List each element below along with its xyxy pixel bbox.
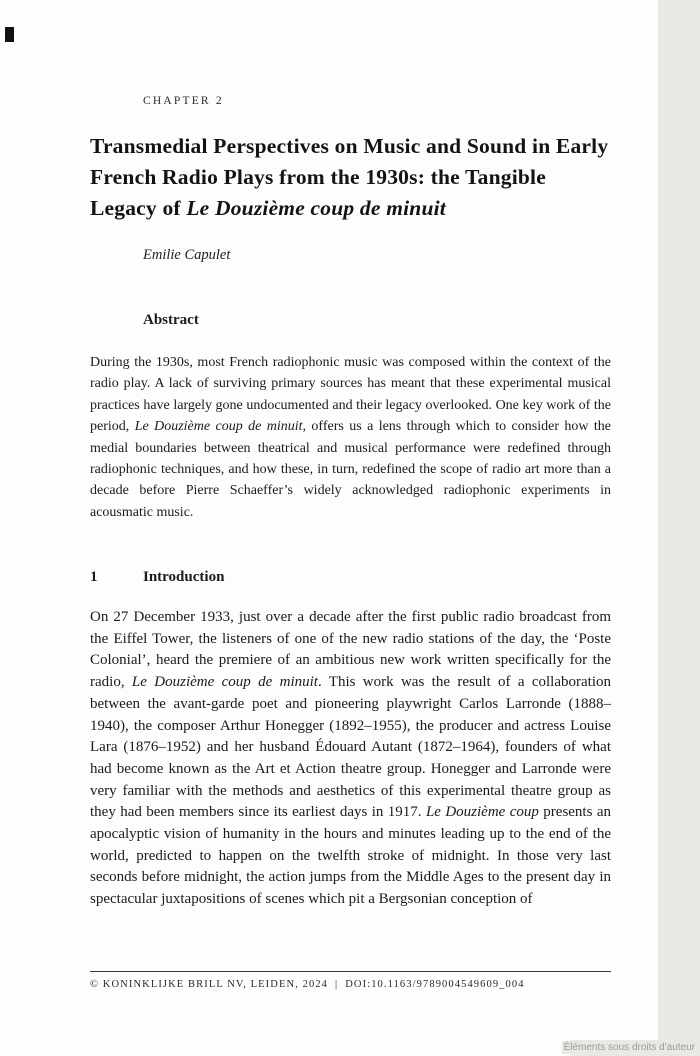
chapter-title <box>90 131 611 224</box>
footer-imprint <box>90 979 611 990</box>
body-paragraph <box>90 607 611 911</box>
copyright-watermark: Éléments sous droits d'auteur <box>563 1042 695 1053</box>
footer-doi: DOI:10.1163/9789004549609_004 <box>345 979 525 990</box>
text-run: presents an apocalyptic vision of humanity in the hours and minutes leading up to the end of the world, predicted to happen on the twelfth stroke of midnight. In those very last seconds before midnight, the action jumps from the Middle Ages to the present day in spectacular juxtapositions of scenes which pit a Bergsonian conception of <box>90 804 611 908</box>
italic-text-run: Le Douzième coup de minuit <box>134 419 303 435</box>
section-number: 1 <box>90 569 98 585</box>
author-name: Emilie Capulet <box>143 247 231 263</box>
footer-copyright: © KONINKLIJKE BRILL NV, LEIDEN, 2024 <box>90 979 329 990</box>
text-run: During the 1930s, most French radiophonic music was composed within the context of the radio play. A lack of surviving primary sources has meant that these experimental musical practices have largely gone undocumented and their legacy overlooked. One key work of the period, <box>90 355 611 435</box>
scan-artifact-mark <box>5 27 14 42</box>
text-run: On 27 December 1933, just over a decade after the first public radio broadcast from the Eiffel Tower, the listeners of one of the new radio stations of the day, the ‘Poste Colonial’, heard the premiere of an ambitious new work written specifically for the radio, <box>90 609 611 691</box>
italic-text-run: Le Douzième coup <box>425 804 539 821</box>
footer-separator: | <box>335 979 339 990</box>
text-run: . This work was the result of a collaboration between the avant-garde poet and pioneering playwright Carlos Larronde (1888–1940), the composer Arthur Honegger (1892–1955), the producer and actress Louise Lara (1876–1952) and her husband Édouard Autant (1872–1964), founders of what had become known as the Art et Action theatre group. Honegger and Larronde were very familiar with the methods and aesthetics of this experimental theatre group as they had been members since its earliest days in 1917. <box>90 674 611 821</box>
page-edge-strip <box>658 0 700 1056</box>
text-run: , offers us a lens through which to consider how the medial boundaries between theatrical and musical performance were redefined through radiophonic techniques, and how these, in turn, redefined the scope of radio art more than a decade before Pierre Schaeffer’s widely acknowledged radiophonic experiments in acousmatic music. <box>90 419 612 520</box>
footer-rule <box>90 971 611 972</box>
section-heading <box>90 569 611 586</box>
italic-text-run: Le Douzième coup de minuit <box>131 674 318 691</box>
italic-text-run: Le Douzième coup de minuit <box>186 196 446 220</box>
text-run: Transmedial Perspectives on Music and Sound in Early French Radio Plays from the 1930s: the Tangible Legacy of <box>90 134 609 220</box>
section-title: Introduction <box>143 569 225 585</box>
chapter-label: CHAPTER 2 <box>143 95 224 107</box>
abstract-heading: Abstract <box>143 312 199 328</box>
abstract-paragraph <box>90 352 611 523</box>
